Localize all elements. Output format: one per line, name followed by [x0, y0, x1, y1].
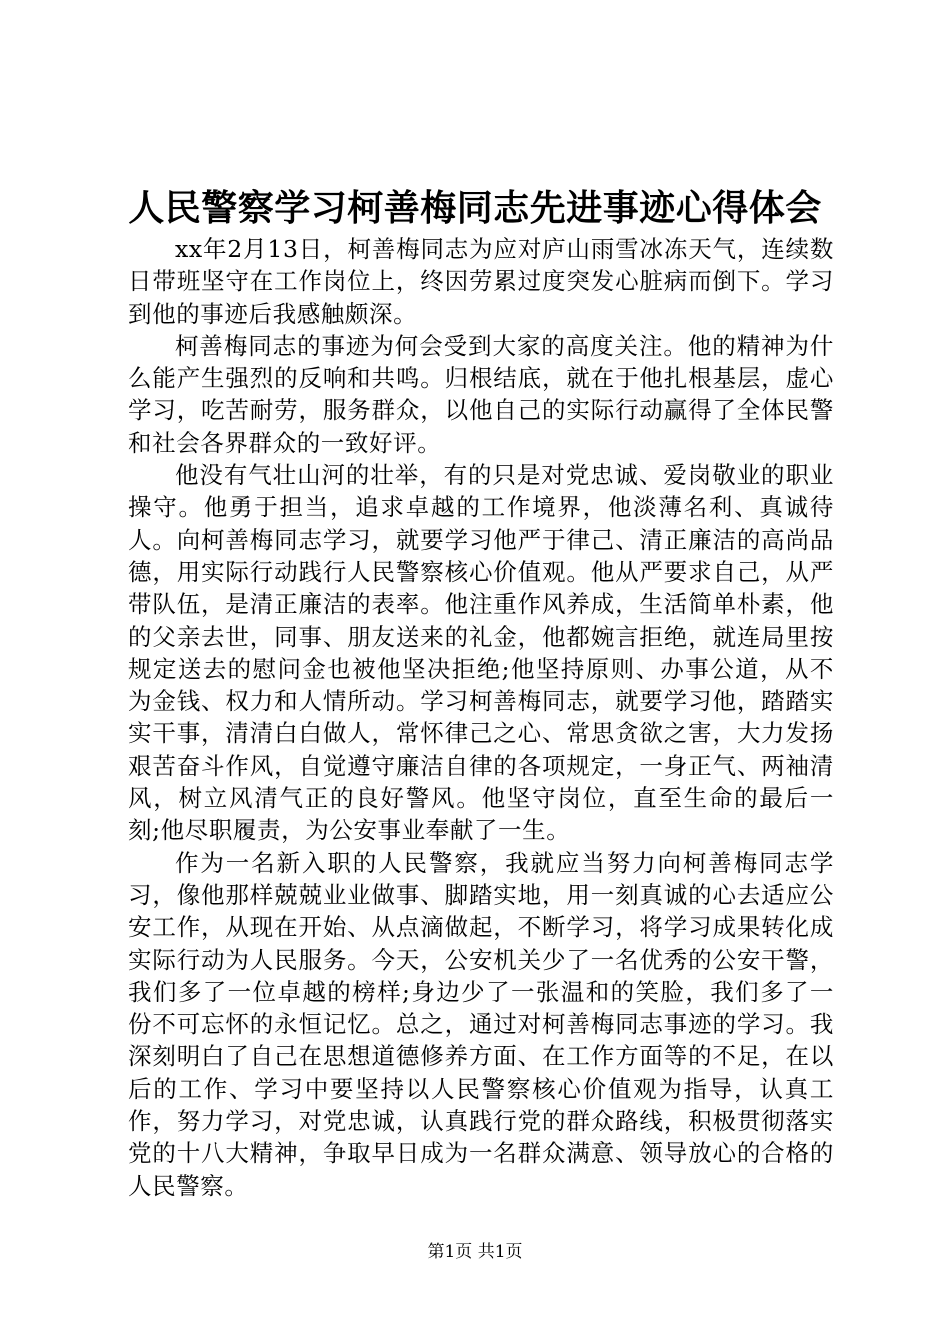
paragraph-1: xx年2月13日，柯善梅同志为应对庐山雨雪冰冻天气，连续数日带班坚守在工作岗位上，终因劳累过度突发心脏病而倒下。学习到他的事迹后我感触颇深。: [128, 235, 834, 328]
paragraph-3: 他没有气壮山河的壮举，有的只是对党忠诚、爱岗敬业的职业操守。他勇于担当，追求卓越的工作境界，他淡薄名利、真诚待人。向柯善梅同志学习，就要学习他严于律己、清正廉洁的高尚品德，用实际行动践行人民警察核心价值观。他从严要求自己，从严带队伍，是清正廉洁的表率。他注重作风养成，生活简单朴素，他的父亲去世，同事、朋友送来的礼金，他都婉言拒绝，就连局里按规定送去的慰问金也被他坚决拒绝;他坚持原则、办事公道，从不为金钱、权力和人情所动。学习柯善梅同志，就要学习他，踏踏实实干事，清清白白做人，常怀律己之心、常思贪欲之害，大力发扬艰苦奋斗作风，自觉遵守廉洁自律的各项规定，一身正气、两袖清风，树立风清气正的良好警风。他坚守岗位，直至生命的最后一刻;他尽职履责，为公安事业奉献了一生。: [128, 461, 834, 845]
paragraph-2: 柯善梅同志的事迹为何会受到大家的高度关注。他的精神为什么能产生强烈的反响和共鸣。归根结底，就在于他扎根基层，虚心学习，吃苦耐劳，服务群众，以他自己的实际行动赢得了全体民警和社会各界群众的一致好评。: [128, 331, 834, 457]
document-body: [128, 233, 834, 1202]
paragraph-4: 作为一名新入职的人民警察，我就应当努力向柯善梅同志学习，像他那样兢兢业业做事、脚踏实地，用一刻真诚的心去适应公安工作，从现在开始、从点滴做起，不断学习，将学习成果转化成实际行动为人民服务。今天，公安机关少了一名优秀的公安干警，我们多了一位卓越的榜样;身边少了一张温和的笑脸，我们多了一份不可忘怀的永恒记忆。总之，通过对柯善梅同志事迹的学习。我深刻明白了自己在思想道德修养方面、在工作方面等的不足，在以后的工作、学习中要坚持以人民警察核心价值观为指导，认真工作，努力学习，对党忠诚，认真践行党的群众路线，积极贯彻落实党的十八大精神，争取早日成为一名群众满意、领导放心的合格的人民警察。: [128, 848, 834, 1200]
page-number-footer: 第1页 共1页: [427, 1242, 523, 1262]
document-title: 人民警察学习柯善梅同志先进事迹心得体会: [128, 187, 822, 229]
